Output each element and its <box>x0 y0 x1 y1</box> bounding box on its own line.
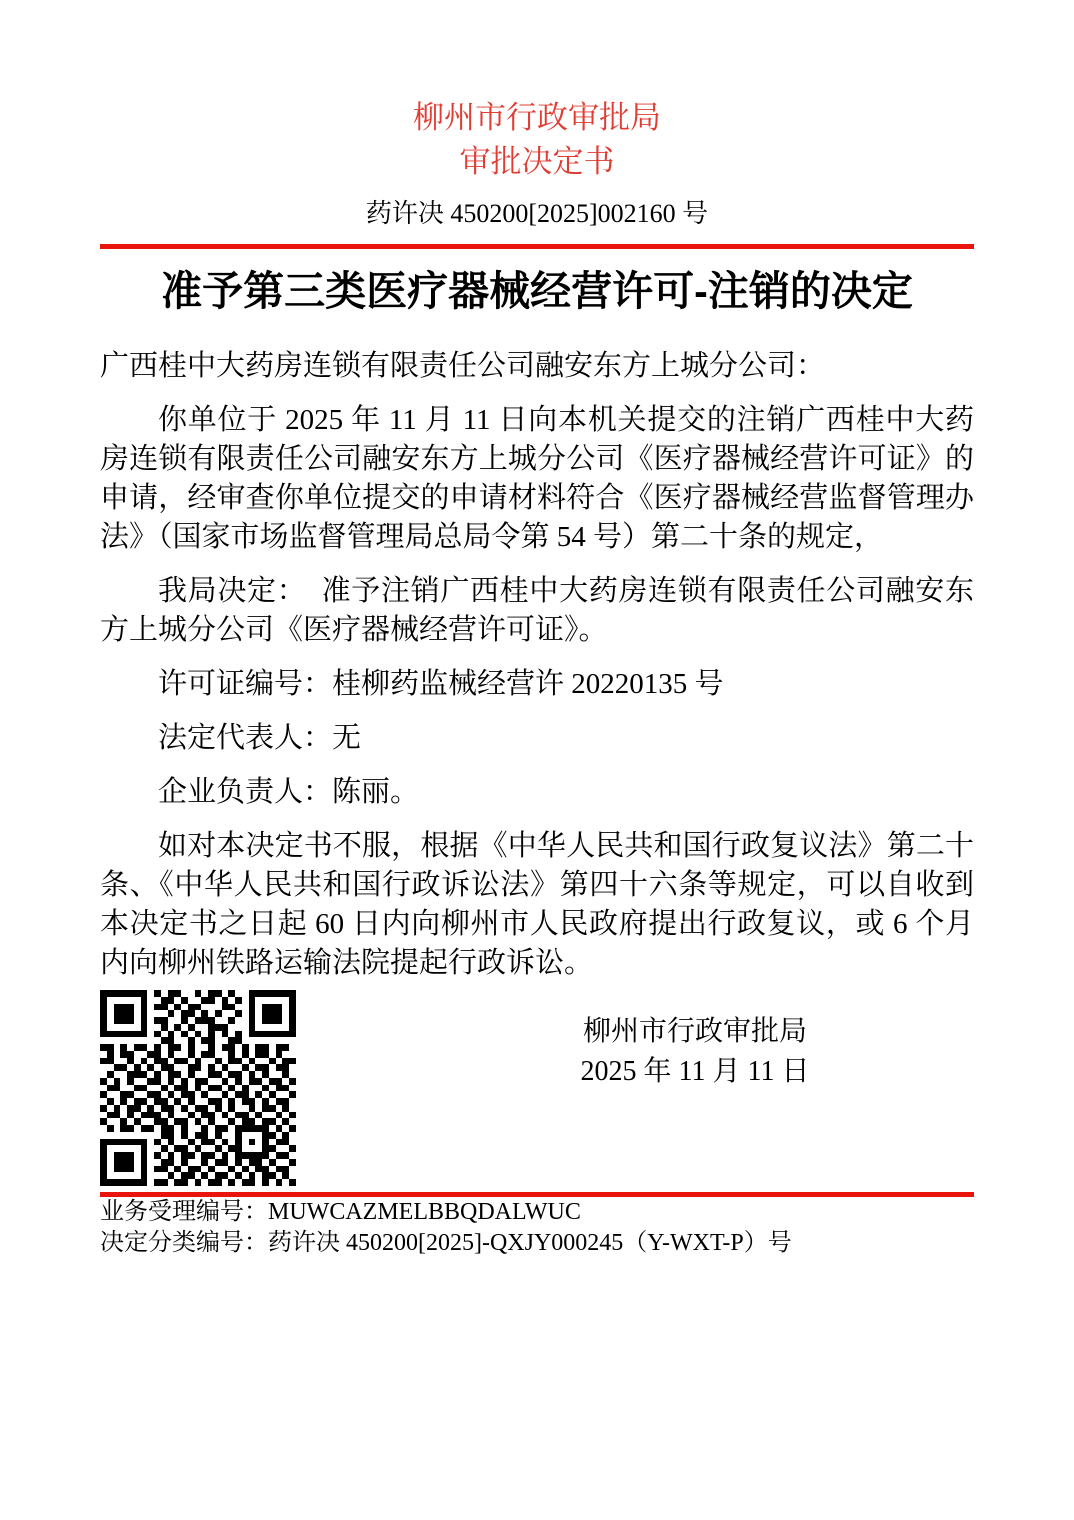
classification-number-line <box>100 1228 974 1259</box>
classification-number-label: 决定分类编号： <box>100 1230 268 1256</box>
acceptance-number-line <box>100 1197 974 1228</box>
paragraph-application: 你单位于 2025 年 11 月 11 日向本机关提交的注销广西桂中大药房连锁有限责任公司融安东方上城分公司《医疗器械经营许可证》的申请，经审查你单位提交的申请材料符合《医疗器械经营监督管理办法》（国家市场监督管理局总局令第 54 号）第二十条的规定， <box>100 404 974 553</box>
acceptance-number-label: 业务受理编号： <box>100 1199 268 1225</box>
signature-date: 2025 年 11 月 11 日 <box>580 1056 810 1087</box>
paragraph-appeal-rights: 如对本决定书不服，根据《中华人民共和国行政复议法》第二十条、《中华人民共和国行政诉讼法》第四十六条等规定，可以自收到本决定书之日起 60 日内向柳州市人民政府提出行政复议，或 6 个月内向柳州铁路运输法院提起行政诉讼。 <box>100 830 974 979</box>
issuing-authority-line2: 审批决定书 <box>459 144 615 179</box>
signature-section <box>100 986 974 1186</box>
salutation-line: 广西桂中大药房连锁有限责任公司融安东方上城分公司： <box>100 350 826 382</box>
paragraph-decision: 我局决定： 准予注销广西桂中大药房连锁有限责任公司融安东方上城分公司《医疗器械经营许可证》。 <box>100 575 974 646</box>
document-number: 药许决 450200[2025]002160 号 <box>365 199 709 228</box>
license-number-line: 许可证编号：桂柳药监械经营许 20220135 号 <box>158 668 724 700</box>
enterprise-manager-line: 企业负责人：陈丽。 <box>158 776 420 808</box>
signature-block <box>540 1012 850 1092</box>
header-divider <box>100 244 974 249</box>
qr-code <box>100 990 296 1186</box>
legal-representative-line: 法定代表人：无 <box>158 722 362 754</box>
classification-number-value: 药许决 450200[2025]-QXJY000245（Y-WXT-P）号 <box>268 1230 792 1256</box>
signature-org: 柳州市行政审批局 <box>582 1016 807 1047</box>
acceptance-number-value: MUWCAZMELBBQDALWUC <box>268 1199 581 1225</box>
issuing-authority-line1: 柳州市行政审批局 <box>413 100 661 135</box>
page-title: 准予第三类医疗器械经营许可-注销的决定 <box>161 268 913 314</box>
